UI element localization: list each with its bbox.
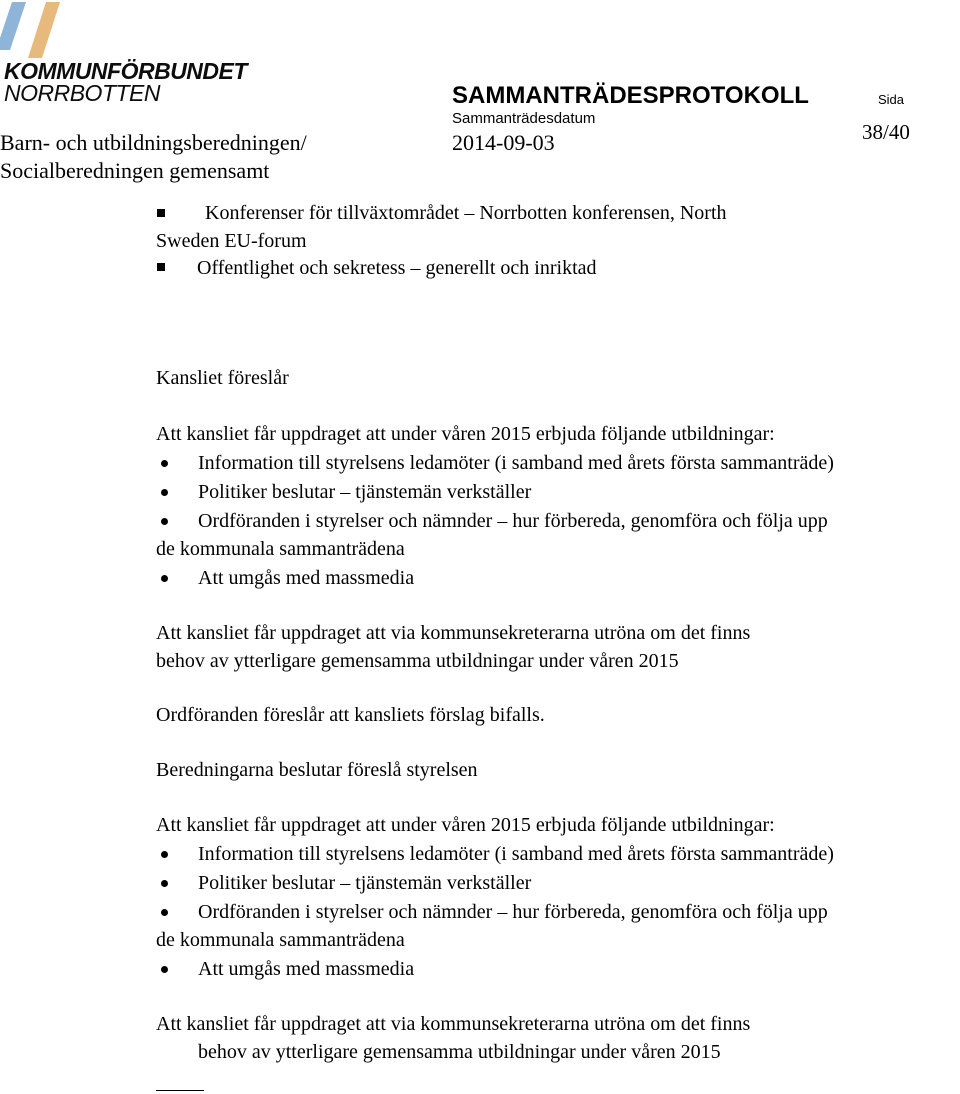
proposal-lead: Att kansliet får uppdraget att under våren 2015 erbjuda följande utbildningar: <box>156 423 775 445</box>
logo-text-line2: NORRBOTTEN <box>4 80 160 106</box>
square-bullet-icon <box>157 209 165 217</box>
list-item: Politiker beslutar – tjänstemän verkställer <box>198 872 532 894</box>
page-number: 38/40 <box>862 120 910 144</box>
bullet-icon <box>161 851 168 858</box>
list-item: Att umgås med massmedia <box>198 958 415 980</box>
committee-name <box>0 129 307 185</box>
bullet-icon <box>161 966 168 973</box>
list-item-continuation: de kommunala sammanträdena <box>156 929 405 951</box>
bullet-icon <box>161 909 168 916</box>
list-item: Politiker beslutar – tjänstemän verkställer <box>198 481 532 503</box>
list-item-continuation: Sweden EU-forum <box>156 230 307 252</box>
committee-line-2: Socialberedningen gemensamt <box>0 158 270 183</box>
list-item: Information till styrelsens ledamöter (i samband med årets första sammanträde) <box>198 452 834 474</box>
bullet-icon <box>161 518 168 525</box>
protocol-title: SAMMANTRÄDESPROTOKOLL <box>452 82 809 109</box>
bullet-icon <box>161 460 168 467</box>
decision-heading: Beredningarna beslutar föreslå styrelsen <box>156 759 478 781</box>
bullet-icon <box>161 575 168 582</box>
list-item: Offentlighet och sekretess – generellt och inriktad <box>197 257 597 279</box>
list-item: Ordföranden i styrelser och nämnder – hur förbereda, genomföra och följa upp <box>198 510 828 532</box>
logo-text-line1: KOMMUNFÖRBUNDET <box>4 58 247 84</box>
list-item: Att umgås med massmedia <box>198 567 415 589</box>
proposal-paragraph-line-2: behov av ytterligare gemensamma utbildningar under våren 2015 <box>156 650 679 672</box>
decision-paragraph-line-1: Att kansliet får uppdraget att via kommunsekreterarna utröna om det finns <box>156 1013 751 1035</box>
chair-proposal: Ordföranden föreslår att kansliets förslag bifalls. <box>156 704 545 726</box>
list-item: Ordföranden i styrelser och nämnder – hur förbereda, genomföra och följa upp <box>198 901 828 923</box>
proposal-paragraph-line-1: Att kansliet får uppdraget att via kommunsekreterarna utröna om det finns <box>156 622 751 644</box>
square-bullet-icon <box>157 263 165 271</box>
signature-rule <box>156 1090 204 1091</box>
list-item-continuation: de kommunala sammanträdena <box>156 538 405 560</box>
bullet-icon <box>161 880 168 887</box>
decision-lead: Att kansliet får uppdraget att under våren 2015 erbjuda följande utbildningar: <box>156 814 775 836</box>
logo-stripes-icon <box>0 0 70 60</box>
decision-paragraph-line-2: behov av ytterligare gemensamma utbildningar under våren 2015 <box>198 1041 721 1063</box>
meeting-date: 2014-09-03 <box>452 130 555 155</box>
page-label: Sida <box>878 92 905 107</box>
list-item: Konferenser för tillväxtområdet – Norrbotten konferensen, North <box>205 202 727 224</box>
committee-line-1: Barn- och utbildningsberedningen/ <box>0 130 307 155</box>
bullet-icon <box>161 489 168 496</box>
org-logo <box>0 0 260 110</box>
meeting-date-label: Sammanträdesdatum <box>452 110 596 127</box>
section-heading: Kansliet föreslår <box>156 367 289 389</box>
list-item: Information till styrelsens ledamöter (i samband med årets första sammanträde) <box>198 843 834 865</box>
